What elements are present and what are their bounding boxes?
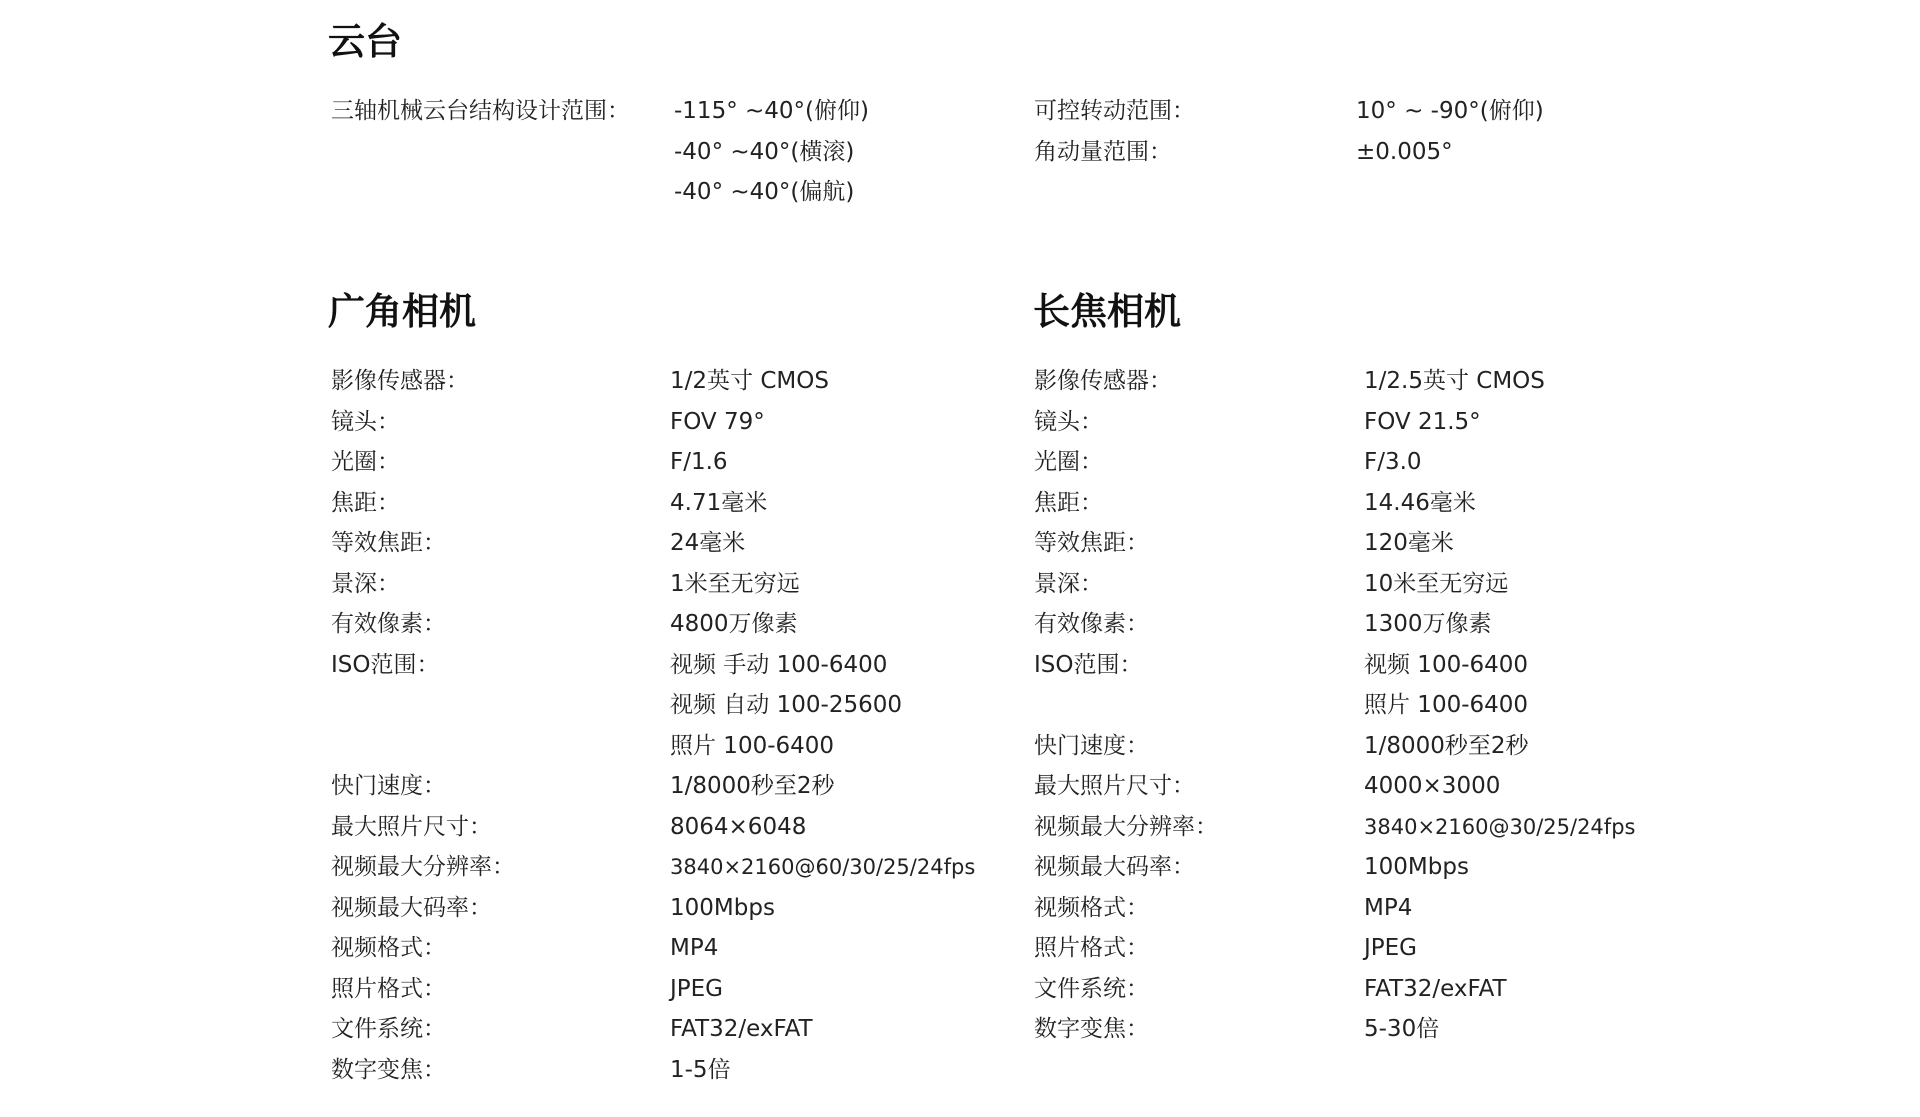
spec-row [1034, 807, 1714, 848]
spec-value: 8064×6048 [670, 813, 807, 840]
gimbal-spec-list-right [1034, 91, 1674, 172]
spec-label: 最大照片尺寸： [1034, 773, 1195, 799]
spec-row [1034, 361, 1714, 402]
spec-values [670, 847, 1011, 888]
spec-row [1034, 969, 1714, 1010]
spec-label: 快门速度： [331, 773, 446, 799]
spec-value: 3840×2160@60/30/25/24fps [670, 855, 976, 879]
spec-values [1364, 928, 1714, 969]
spec-value: 100Mbps [1364, 854, 1469, 880]
spec-values [1356, 132, 1674, 173]
spec-label: 数字变焦： [1034, 1016, 1149, 1042]
spec-values [670, 1050, 1011, 1091]
tele-camera-title: 长焦相机 [1033, 290, 1181, 333]
spec-label: 影像传感器： [331, 368, 469, 394]
spec-row [1034, 564, 1714, 605]
spec-values [1364, 402, 1714, 443]
spec-row [1034, 928, 1714, 969]
spec-label: 有效像素： [1034, 611, 1149, 637]
spec-values [1364, 564, 1714, 605]
spec-label: 最大照片尺寸： [331, 813, 492, 840]
spec-values [670, 888, 1011, 929]
tele-camera-spec-list [1034, 361, 1714, 1050]
spec-row [331, 1050, 1011, 1091]
spec-value: 1/2.5英寸 CMOS [1364, 368, 1545, 394]
spec-label: 视频最大码率： [331, 894, 492, 921]
spec-value: 10米至无穷远 [1364, 570, 1509, 597]
spec-row [331, 847, 1011, 888]
spec-values [670, 564, 1011, 605]
spec-label: 视频格式： [1034, 894, 1149, 921]
spec-values [670, 1009, 1011, 1050]
spec-values [670, 645, 1011, 767]
spec-label: 可控转动范围： [1034, 98, 1195, 124]
spec-label: 照片格式： [331, 975, 446, 1002]
spec-value: -40° ~40°(横滚) [674, 138, 855, 165]
spec-row [1034, 483, 1714, 524]
spec-row [331, 564, 1011, 605]
spec-row [331, 928, 1011, 969]
spec-row [1034, 766, 1714, 807]
spec-label: 等效焦距： [1034, 530, 1149, 556]
spec-values [670, 807, 1011, 848]
spec-row [1034, 645, 1714, 726]
spec-values [1364, 523, 1714, 564]
spec-values [1364, 726, 1714, 767]
spec-values [1364, 766, 1714, 807]
spec-label: 视频最大分辨率： [1034, 813, 1218, 840]
spec-value: 1/8000秒至2秒 [670, 773, 835, 799]
spec-label: 文件系统： [1034, 975, 1149, 1002]
spec-values [1364, 807, 1714, 848]
spec-row [1034, 402, 1714, 443]
spec-row [1034, 132, 1674, 173]
spec-value: FOV 21.5° [1364, 408, 1481, 435]
spec-row [331, 969, 1011, 1010]
spec-row [1034, 888, 1714, 929]
spec-value: 14.46毫米 [1364, 489, 1476, 516]
spec-value: -115° ~40°(俯仰) [674, 98, 869, 124]
spec-row [331, 645, 1011, 767]
spec-value: MP4 [670, 935, 719, 961]
spec-value: 120毫米 [1364, 530, 1454, 556]
spec-label: 快门速度： [1034, 732, 1149, 759]
spec-value: 1300万像素 [1364, 611, 1492, 637]
spec-row [1034, 523, 1714, 564]
spec-row [1034, 726, 1714, 767]
spec-row [331, 523, 1011, 564]
spec-label: 视频最大分辨率： [331, 854, 515, 880]
spec-label: 镜头： [1034, 408, 1103, 435]
spec-value: 1米至无穷远 [670, 570, 800, 597]
spec-row [331, 604, 1011, 645]
spec-value: 照片 100-6400 [670, 732, 835, 759]
spec-row [331, 361, 1011, 402]
spec-values [1364, 483, 1714, 524]
wide-camera-spec-list [331, 361, 1011, 1090]
spec-row [331, 766, 1011, 807]
spec-label: 数字变焦： [331, 1056, 446, 1083]
spec-values [670, 523, 1011, 564]
spec-value: 4000×3000 [1364, 773, 1501, 799]
spec-value: 4800万像素 [670, 611, 798, 637]
spec-values [1364, 442, 1714, 483]
spec-value: FAT32/exFAT [670, 1016, 813, 1042]
spec-row [1034, 847, 1714, 888]
spec-label: 影像传感器： [1034, 368, 1172, 394]
spec-values [1364, 361, 1714, 402]
spec-values [1356, 91, 1674, 132]
spec-label: ISO范围： [331, 651, 440, 678]
gimbal-title: 云台 [328, 20, 402, 63]
spec-value: JPEG [1364, 935, 1418, 961]
spec-values [670, 604, 1011, 645]
spec-row [331, 888, 1011, 929]
spec-label: 视频格式： [331, 935, 446, 961]
spec-label: 角动量范围： [1034, 138, 1172, 165]
spec-values [674, 91, 971, 213]
spec-value: 4.71毫米 [670, 489, 768, 516]
spec-value: FAT32/exFAT [1364, 975, 1507, 1002]
spec-values [670, 969, 1011, 1010]
spec-row [331, 483, 1011, 524]
spec-values [670, 442, 1011, 483]
spec-values [670, 766, 1011, 807]
spec-values [1364, 969, 1714, 1010]
spec-value: 3840×2160@30/25/24fps [1364, 814, 1636, 839]
spec-row [1034, 604, 1714, 645]
spec-label: 照片格式： [1034, 935, 1149, 961]
spec-row [331, 91, 971, 213]
spec-label: 镜头： [331, 408, 400, 435]
spec-value: 1-5倍 [670, 1056, 731, 1083]
spec-values [670, 928, 1011, 969]
spec-value: -40° ~40°(偏航) [674, 179, 855, 205]
spec-value: 照片 100-6400 [1364, 692, 1529, 718]
spec-value: F/1.6 [670, 449, 728, 475]
spec-label: 视频最大码率： [1034, 854, 1195, 880]
spec-row [331, 402, 1011, 443]
spec-value: 10° ~ -90°(俯仰) [1356, 98, 1544, 124]
spec-value: 视频 手动 100-6400 [670, 651, 888, 678]
spec-row [1034, 91, 1674, 132]
spec-row [1034, 1009, 1714, 1050]
spec-values [1364, 888, 1714, 929]
spec-label: 光圈： [1034, 449, 1103, 475]
spec-row [331, 807, 1011, 848]
spec-values [670, 483, 1011, 524]
spec-row [331, 1009, 1011, 1050]
spec-label: 焦距： [331, 489, 400, 516]
spec-label: 三轴机械云台结构设计范围： [331, 98, 630, 124]
spec-label: 文件系统： [331, 1016, 446, 1042]
spec-values [1364, 604, 1714, 645]
spec-value: ±0.005° [1356, 138, 1453, 165]
spec-values [670, 402, 1011, 443]
spec-label: 有效像素： [331, 611, 446, 637]
spec-value: 1/2英寸 CMOS [670, 368, 829, 394]
spec-value: MP4 [1364, 894, 1413, 921]
spec-values [1364, 1009, 1714, 1050]
spec-value: 100Mbps [670, 894, 775, 921]
spec-value: 24毫米 [670, 530, 746, 556]
spec-label: 景深： [1034, 570, 1103, 597]
spec-value: FOV 79° [670, 408, 765, 435]
spec-value: 视频 100-6400 [1364, 651, 1529, 678]
spec-label: ISO范围： [1034, 651, 1143, 678]
spec-value: 5-30倍 [1364, 1016, 1440, 1042]
spec-label: 景深： [331, 570, 400, 597]
wide-camera-title: 广角相机 [328, 290, 476, 333]
spec-label: 焦距： [1034, 489, 1103, 516]
spec-label: 光圈： [331, 449, 400, 475]
spec-label: 等效焦距： [331, 530, 446, 556]
spec-values [670, 361, 1011, 402]
spec-value: 1/8000秒至2秒 [1364, 732, 1529, 759]
spec-values [1364, 847, 1714, 888]
gimbal-spec-list-left [331, 91, 971, 213]
spec-value: 视频 自动 100-25600 [670, 692, 902, 718]
spec-value: F/3.0 [1364, 449, 1422, 475]
spec-row [1034, 442, 1714, 483]
spec-values [1364, 645, 1714, 726]
spec-row [331, 442, 1011, 483]
spec-value: JPEG [670, 975, 724, 1002]
